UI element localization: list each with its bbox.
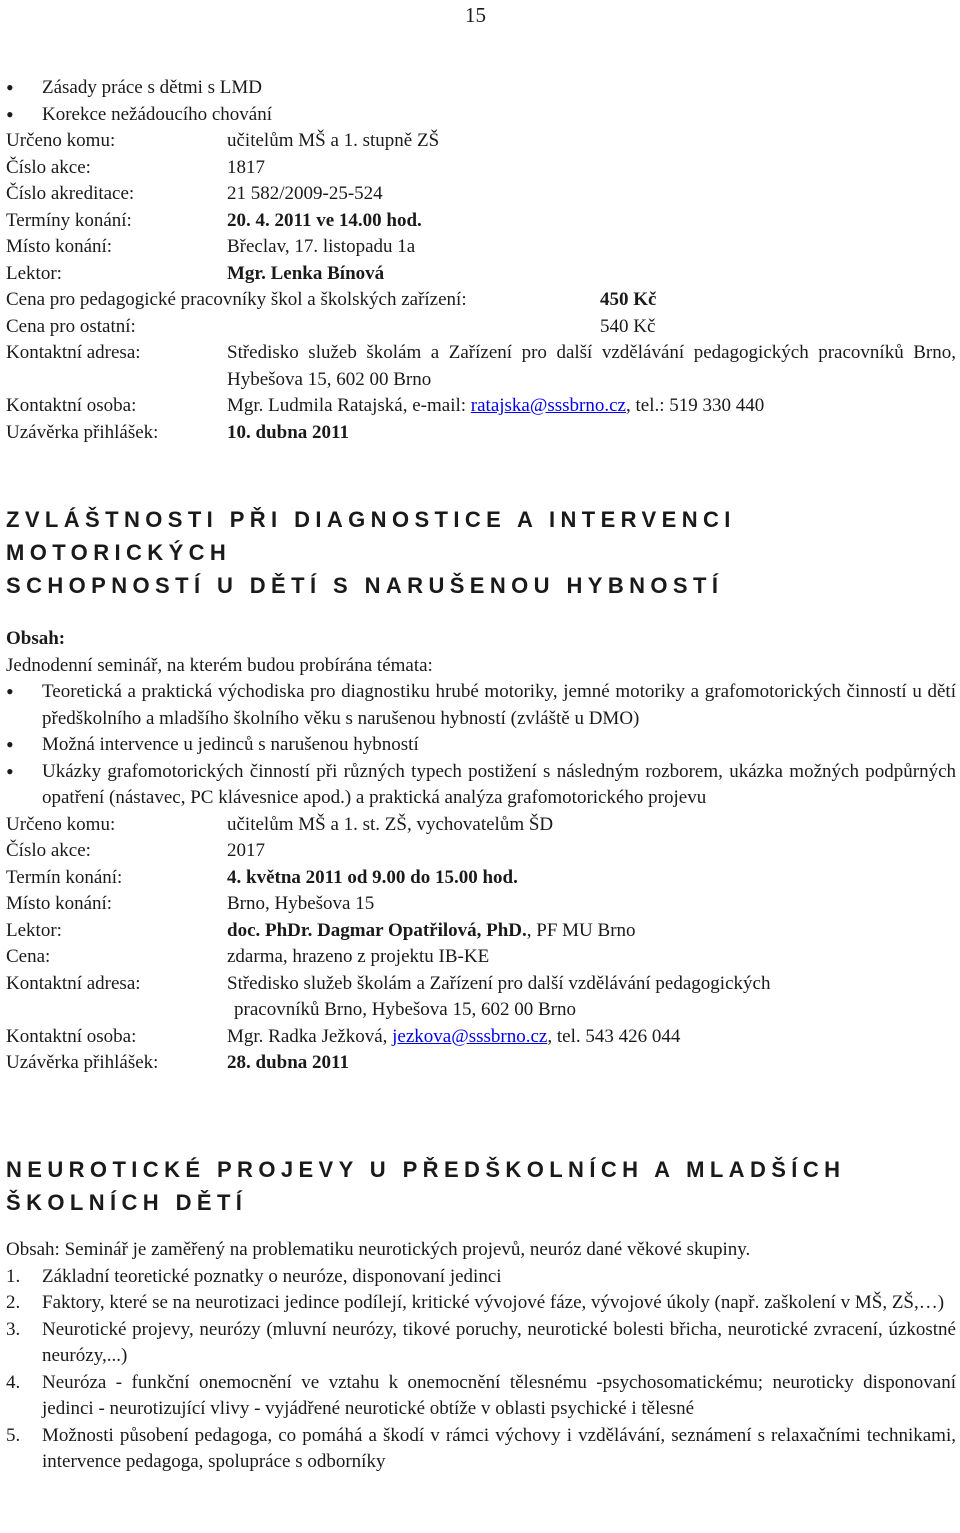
info-value: 21 582/2009-25-524 xyxy=(227,183,383,204)
info-row-price xyxy=(6,944,956,971)
info-row-deadline xyxy=(6,420,956,447)
topic-list xyxy=(6,75,956,128)
list-item xyxy=(6,1290,956,1317)
info-value: Mgr. Lenka Bínová xyxy=(227,262,385,284)
info-row-deadline xyxy=(6,1050,956,1077)
info-value xyxy=(227,393,956,420)
topic-list xyxy=(6,1264,956,1476)
info-row-contact xyxy=(6,393,956,420)
info-label: Lektor: xyxy=(6,262,62,284)
info-label: Uzávěrka přihlášek: xyxy=(6,421,159,443)
info-label: Kontaktní osoba: xyxy=(6,1025,137,1047)
list-text: Základní teoretické poznatky o neuróze, disponovaní jedinci xyxy=(42,1265,502,1287)
info-row-price-teachers xyxy=(6,287,956,314)
page-number: 15 xyxy=(465,3,486,27)
info-value: 4. května 2011 od 9.00 do 15.00 hod. xyxy=(227,866,518,888)
section-course-lmd xyxy=(6,75,956,446)
info-label: Kontaktní osoba: xyxy=(6,395,137,416)
info-value xyxy=(227,1024,956,1051)
list-item xyxy=(6,1370,956,1423)
list-number: 5. xyxy=(6,1424,21,1446)
info-row-address xyxy=(6,340,956,393)
info-label: Termíny konání: xyxy=(6,209,132,231)
info-label: Lektor: xyxy=(6,919,62,941)
list-item: • Korekce nežádoucího chování xyxy=(6,102,956,129)
email-link[interactable]: jezkova@sssbrno.cz xyxy=(392,1025,548,1047)
info-value: 10. dubna 2011 xyxy=(227,421,349,443)
contact-phone: , tel. 543 426 044 xyxy=(547,1025,681,1047)
info-label: Kontaktní adresa: xyxy=(6,342,141,363)
info-row-place xyxy=(6,891,956,918)
info-label: Uzávěrka přihlášek: xyxy=(6,1052,159,1073)
info-label: Číslo akreditace: xyxy=(6,183,135,204)
info-row-target xyxy=(6,812,956,839)
info-row-action-number xyxy=(6,155,956,182)
info-label: Místo konání: xyxy=(6,893,113,914)
info-value: Břeclav, 17. listopadu 1a xyxy=(227,236,416,257)
content-label: Obsah: xyxy=(6,628,66,649)
list-number: 4. xyxy=(6,1371,21,1393)
info-row-lecturer xyxy=(6,261,956,288)
info-row-price-others xyxy=(6,314,956,341)
info-row-accreditation xyxy=(6,181,956,208)
info-label: Termín konání: xyxy=(6,866,123,888)
info-value: učitelům MŠ a 1. st. ZŠ, vychovatelům ŠD xyxy=(227,813,554,835)
list-number: 2. xyxy=(6,1292,21,1313)
info-label: Určeno komu: xyxy=(6,130,116,151)
list-text: Neurotické projevy, neurózy (mluvní neurózy, tikové poruchy, neurotické bolesti břicha, neurotické zvracení, úzkostné neurózy,...) xyxy=(42,1318,956,1366)
info-row-lecturer xyxy=(6,918,956,945)
info-value: Brno, Hybešova 15 xyxy=(227,893,375,914)
lecturer-affiliation: , PF MU Brno xyxy=(526,919,636,941)
info-label: Cena: xyxy=(6,946,51,967)
section-title-line: SCHOPNOSTÍ U DĚTÍ S NARUŠENOU HYBNOSTÍ xyxy=(6,573,724,598)
info-value: učitelům MŠ a 1. stupně ZŠ xyxy=(227,130,440,151)
list-number: 1. xyxy=(6,1265,21,1287)
info-value: Středisko služeb školám a Zařízení pro další vzdělávání pedagogických pracovníků Brno, Hybešova 15, 602 00 Brno xyxy=(227,342,956,390)
list-item xyxy=(6,1264,956,1291)
topic-list xyxy=(6,679,956,812)
lecturer-name: doc. PhDr. Dagmar Opatřilová, PhD. xyxy=(227,919,527,941)
info-label: Místo konání: xyxy=(6,236,113,257)
list-item: • Ukázky grafomotorických činností při různých typech postižení s následným rozborem, ukázka možných podpůrných opatření (nástavec, PC klávesnice apod.) a praktická analýza grafomotorického projevu xyxy=(6,759,956,812)
info-value xyxy=(227,971,956,1024)
section-title-line: ŠKOLNÍCH DĚTÍ xyxy=(6,1190,248,1215)
contact-name: Mgr. Ludmila Ratajská, e-mail: xyxy=(227,395,471,416)
content-intro: Jednodenní seminář, na kterém budou probírána témata: xyxy=(6,654,433,676)
info-row-address xyxy=(6,971,956,1024)
list-item xyxy=(6,1423,956,1476)
info-label: Cena pro pedagogické pracovníky škol a školských zařízení: xyxy=(6,289,467,310)
section-title xyxy=(6,1153,956,1219)
section-title-line: NEUROTICKÉ PROJEVY U PŘEDŠKOLNÍCH A MLADŠÍCH xyxy=(6,1157,846,1182)
list-item xyxy=(6,1317,956,1370)
list-text: Možnosti působení pedagoga, co pomáhá a škodí v rámci výchovy i vzdělávání, seznámení s relaxačními technikami, intervence pedagoga, spolupráce s odborníky xyxy=(42,1424,956,1472)
contact-name: Mgr. Radka Ježková, xyxy=(227,1025,393,1047)
info-value: 2017 xyxy=(227,840,265,861)
info-value xyxy=(227,918,956,945)
info-value: 28. dubna 2011 xyxy=(227,1052,349,1073)
info-value: 20. 4. 2011 ve 14.00 hod. xyxy=(227,209,422,231)
list-item: • Zásady práce s dětmi s LMD xyxy=(6,75,956,102)
info-row-action-number xyxy=(6,838,956,865)
address-line: pracovníků Brno, Hybešova 15, 602 00 Brno xyxy=(234,999,576,1020)
section-neurotic-manifestations xyxy=(6,1153,956,1476)
info-row-date xyxy=(6,865,956,892)
info-label: Cena pro ostatní: xyxy=(6,315,136,337)
info-label: Číslo akce: xyxy=(6,840,91,861)
info-value: zdarma, hrazeno z projektu IB-KE xyxy=(227,946,490,967)
contact-phone: , tel.: 519 330 440 xyxy=(625,395,765,416)
section-title-line: ZVLÁŠTNOSTI PŘI DIAGNOSTICE A INTERVENCI MOTORICKÝCH xyxy=(6,507,736,565)
list-item: • Teoretická a praktická východiska pro diagnostiku hrubé motoriky, jemné motoriky a grafomotorických činností u dětí předškolního a mladšího školního věku s narušenou hybností (zvláště u DMO) xyxy=(6,679,956,732)
info-row-contact xyxy=(6,1024,956,1051)
info-row-dates xyxy=(6,208,956,235)
list-text: Neuróza - funkční onemocnění ve vztahu k onemocnění tělesnému -psychosomatickému; neuroticky disponovaní jedinci - neurotizující vlivy - vyjádřené neurotické obtíže v oblasti psychické i tělesné xyxy=(42,1371,956,1419)
content-description: Obsah: Seminář je zaměřený na problematiku neurotických projevů, neuróz dané věkové skupiny. xyxy=(6,1239,751,1260)
info-value: 450 Kč xyxy=(600,289,657,310)
section-motor-diagnostics xyxy=(6,503,956,1077)
list-item: • Možná intervence u jedinců s narušenou hybností xyxy=(6,732,956,759)
info-row-place xyxy=(6,234,956,261)
info-value: 1817 xyxy=(227,156,265,178)
list-number: 3. xyxy=(6,1318,21,1340)
address-line: Středisko služeb školám a Zařízení pro další vzdělávání pedagogických xyxy=(227,972,771,994)
info-label: Číslo akce: xyxy=(6,156,91,178)
section-title xyxy=(6,503,956,602)
email-link[interactable]: ratajska@sssbrno.cz xyxy=(470,395,626,416)
info-row-target xyxy=(6,128,956,155)
info-label: Kontaktní adresa: xyxy=(6,972,141,994)
content-heading xyxy=(6,626,956,653)
info-label: Určeno komu: xyxy=(6,813,116,835)
list-text: Faktory, které se na neurotizaci jedince podílejí, kritické vývojové fáze, vývojové úkoly (např. zaškolení v MŠ, ZŠ,…) xyxy=(42,1292,945,1313)
info-value: 540 Kč xyxy=(600,315,656,337)
